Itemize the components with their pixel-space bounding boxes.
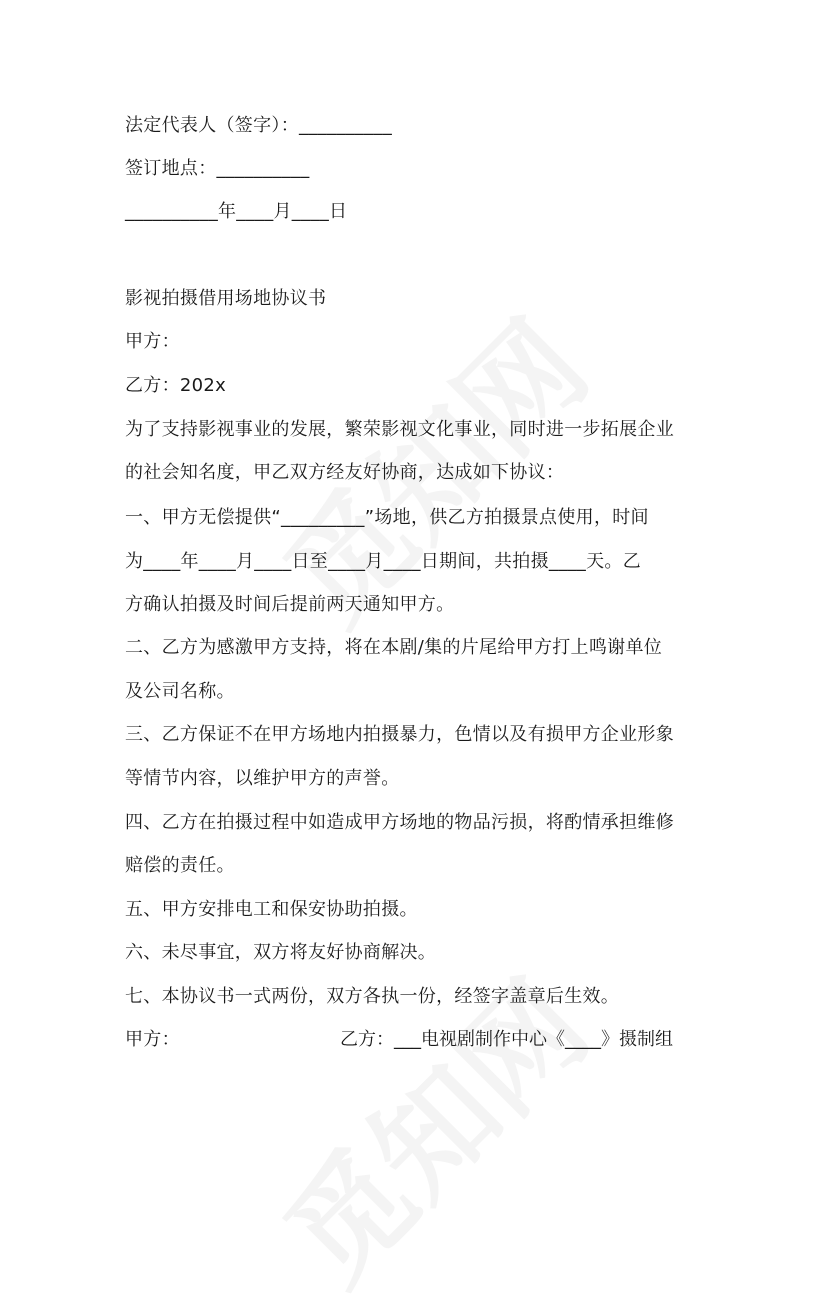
clause-5-line: 五、甲方安排电工和保安协助拍摄。 bbox=[125, 899, 418, 920]
party-a-line: 甲方： bbox=[125, 331, 180, 352]
signature-party-a: 甲方： bbox=[125, 1029, 180, 1050]
clause-1-line-3: 方确认拍摄及时间后提前两天通知甲方。 bbox=[125, 594, 455, 615]
clause-4-line-1: 四、乙方在拍摄过程中如造成甲方场地的物品污损，将酌情承担维修 bbox=[125, 812, 674, 833]
clause-3-line-1: 三、乙方保证不在甲方场地内拍摄暴力，色情以及有损甲方企业形象 bbox=[125, 724, 674, 745]
date-line: __________年____月____日 bbox=[125, 201, 348, 222]
signature-party-b: 乙方：___电视剧制作中心《____》摄制组 bbox=[340, 1029, 673, 1050]
clause-1-line-2: 为____年____月____日至____月____日期间，共拍摄____天。乙 bbox=[125, 551, 641, 572]
clause-6-line: 六、未尽事宜，双方将友好协商解决。 bbox=[125, 942, 437, 963]
clause-4-line-2: 赔偿的责任。 bbox=[125, 855, 235, 876]
clause-2-line-1: 二、乙方为感激甲方支持，将在本剧/集的片尾给甲方打上鸣谢单位 bbox=[125, 637, 663, 658]
agreement-title: 影视拍摄借用场地协议书 bbox=[125, 288, 327, 309]
party-b-line: 乙方：202x bbox=[125, 375, 227, 396]
clause-7-line: 七、本协议书一式两份，双方各执一份，经签字盖章后生效。 bbox=[125, 986, 620, 1007]
clause-2-line-2: 及公司名称。 bbox=[125, 681, 235, 702]
preamble-line-2: 的社会知名度，甲乙双方经友好协商，达成如下协议： bbox=[125, 462, 565, 483]
clause-3-line-2: 等情节内容，以维护甲方的声誉。 bbox=[125, 768, 400, 789]
preamble-line-1: 为了支持影视事业的发展，繁荣影视文化事业，同时进一步拓展企业 bbox=[125, 419, 674, 440]
clause-1-line-1: 一、甲方无偿提供“_________”场地，供乙方拍摄景点使用，时间 bbox=[125, 507, 649, 528]
legal-rep-signature-line: 法定代表人（签字）：__________ bbox=[125, 115, 392, 136]
signing-place-line: 签订地点：__________ bbox=[125, 158, 310, 179]
